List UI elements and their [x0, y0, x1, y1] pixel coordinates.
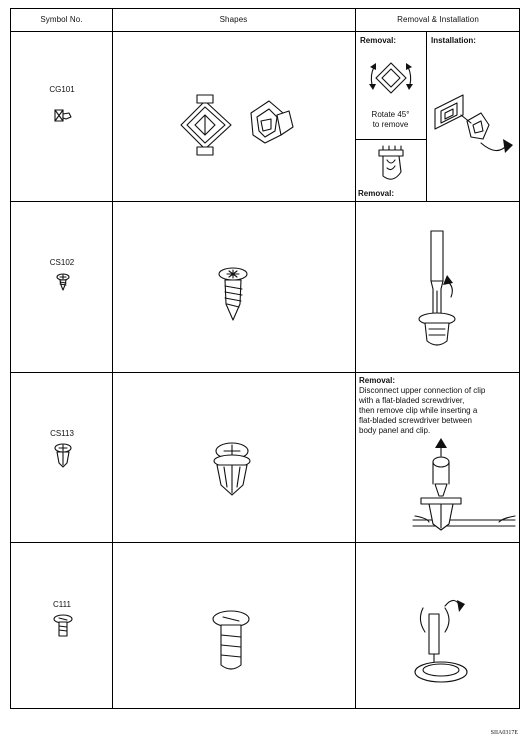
cs113-instruction-2: with a flat-bladed screwdriver, [359, 396, 465, 405]
cs102-removal-illustration [411, 231, 471, 361]
symbol-cg101: CG101 [49, 85, 75, 94]
cg101-small-icon [53, 107, 73, 125]
cg101-subcell-divider-h [355, 139, 426, 140]
row-divider-3 [11, 542, 519, 543]
cs113-instruction-1: Disconnect upper connection of clip [359, 386, 486, 395]
symbol-c111: C111 [53, 600, 71, 609]
cs113-shape-illustration [211, 441, 253, 499]
row-divider-2 [11, 372, 519, 373]
cg101-removal-label-2: Removal: [358, 189, 395, 198]
rotate-text-line-2: to remove [372, 120, 409, 129]
cs113-removal-illustration [411, 434, 517, 539]
cg101-removal-label: Removal: [360, 36, 397, 45]
c111-shape-illustration [211, 609, 251, 673]
symbol-cs102: CS102 [49, 258, 75, 267]
row-divider-1 [11, 201, 519, 202]
reference-code: SIIA0317E [490, 730, 518, 736]
cs102-shape-illustration [215, 264, 251, 324]
cs113-small-icon [53, 443, 73, 469]
header-divider [11, 31, 519, 32]
cg101-subcell-divider-v [426, 31, 427, 201]
rotate-arrows-illustration [366, 53, 416, 105]
c111-removal-illustration [409, 584, 479, 694]
hand-removal-illustration [373, 144, 409, 186]
c111-small-icon [53, 614, 73, 638]
cs102-small-icon [56, 273, 70, 291]
installation-illustration [431, 69, 517, 169]
cs113-instruction-5: body panel and clip. [359, 426, 431, 435]
cs113-instruction-3: then remove clip while inserting a [359, 406, 478, 415]
cg101-installation-label: Installation: [431, 36, 476, 45]
cs113-instruction-4: flat-bladed screwdriver between [359, 416, 472, 425]
header-shapes: Shapes [219, 15, 248, 24]
cg101-shape-illustration [173, 91, 298, 161]
clip-reference-table [10, 8, 520, 709]
symbol-cs113: CS113 [50, 429, 74, 438]
header-removal-installation: Removal & Installation [397, 15, 479, 24]
header-symbol-no: Symbol No. [40, 15, 83, 24]
rotate-text-line-1: Rotate 45° [371, 110, 410, 119]
cs113-removal-label: Removal: [359, 376, 396, 385]
